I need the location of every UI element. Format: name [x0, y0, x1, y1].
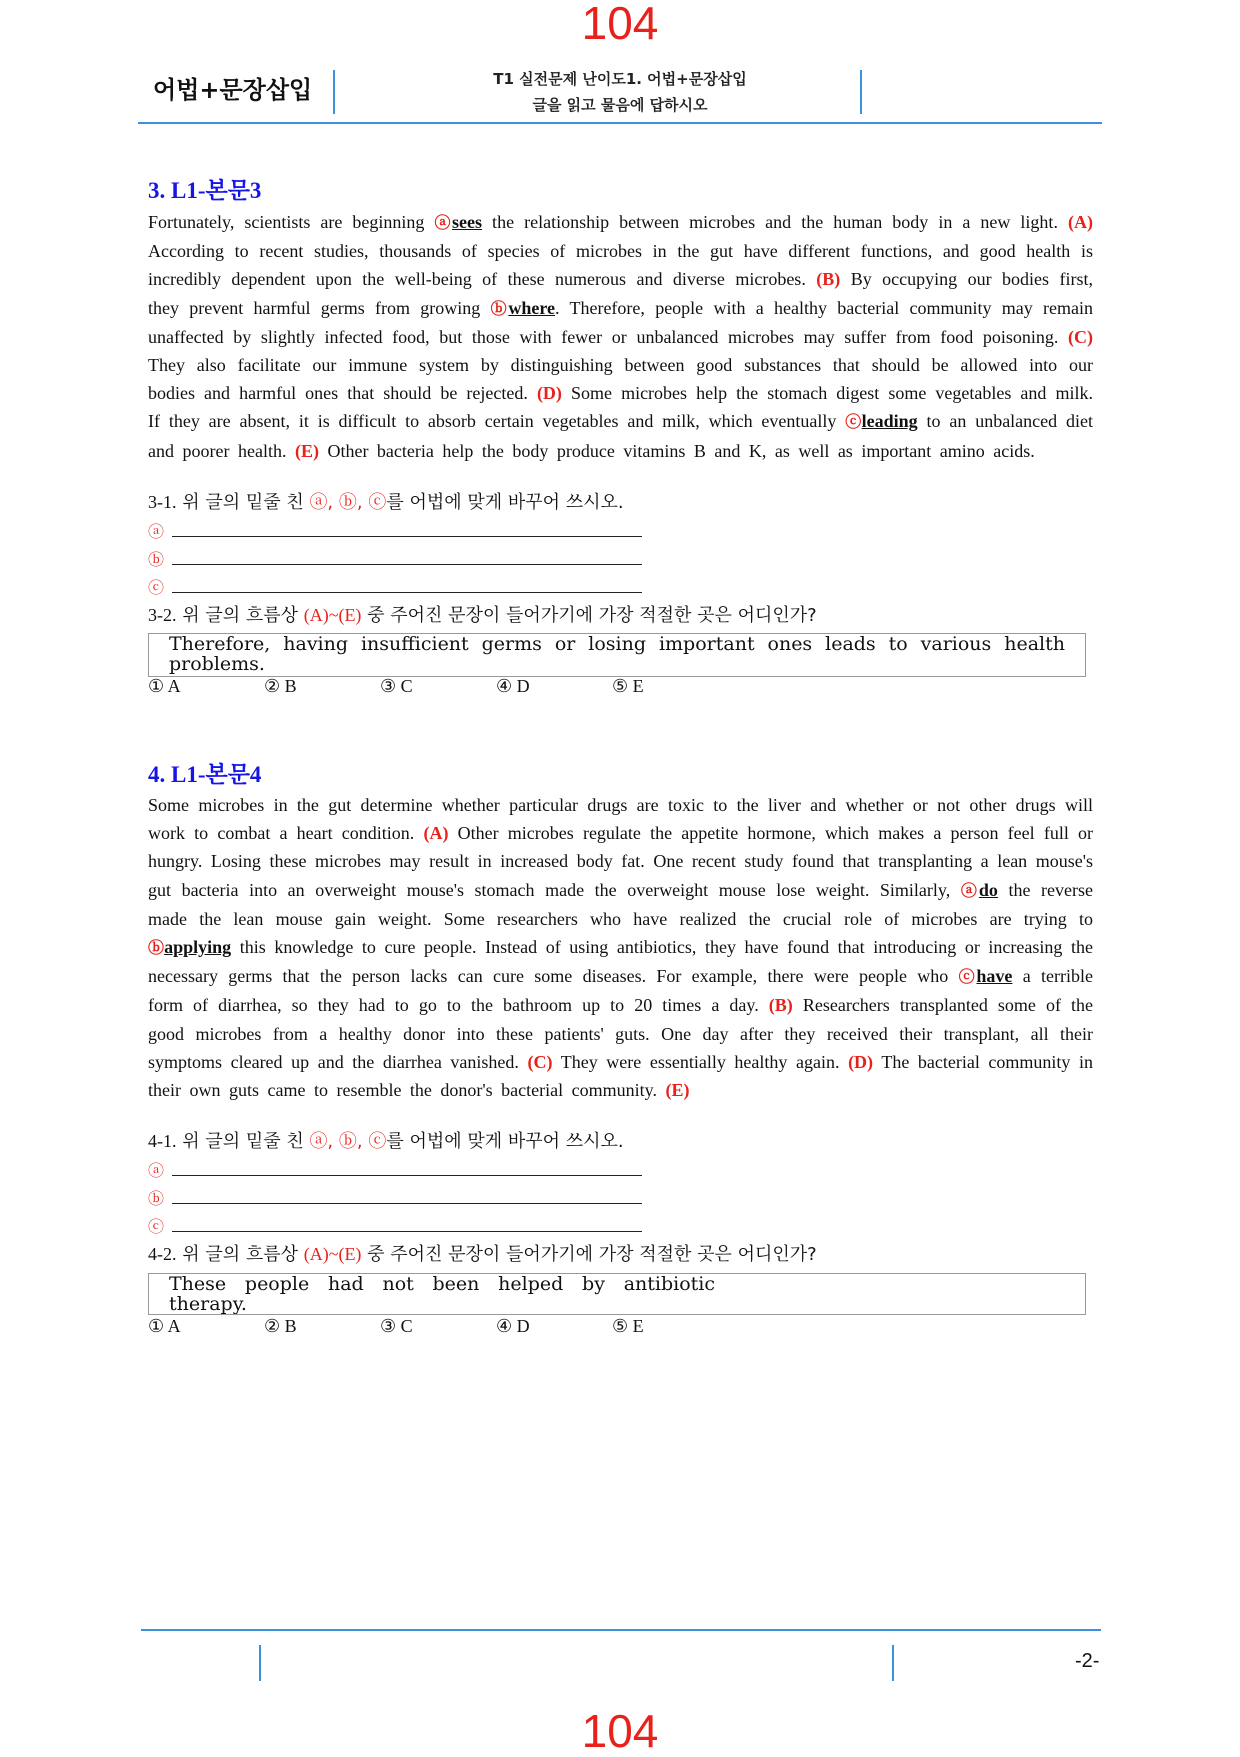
section-3-title: 3. L1-본문3 — [148, 178, 262, 203]
choice-3-4[interactable]: ④ D — [496, 676, 530, 696]
question-4-2: 4-2. 위 글의 흐름상 (A)~(E) 중 주어진 문장이 들어가기에 가장 적절한 곳은 어디인가? — [148, 1244, 817, 1265]
marker-b: ⓑ — [490, 298, 509, 318]
underlined-word-b: where — [508, 297, 556, 318]
insert-mark-C: (C) — [1068, 326, 1093, 347]
underlined-word-b: applying — [164, 937, 232, 958]
answer-blank-3c[interactable]: ⓒ — [148, 575, 642, 600]
question-4-1: 4-1. 위 글의 밑줄 친 ⓐ, ⓑ, ⓒ를 어법에 맞게 바꾸어 쓰시오. — [148, 1131, 624, 1152]
insert-mark-B: (B) — [768, 995, 793, 1016]
underlined-word-c: have — [976, 966, 1013, 987]
given-sentence-box-3: Therefore, having insufficient germs or losing important ones leads to various health problems. — [148, 633, 1086, 677]
underlined-word-a: sees — [452, 212, 483, 232]
insert-mark-E: (E) — [294, 440, 319, 461]
insert-mark-B: (B) — [816, 269, 841, 290]
marker-a: ⓐ — [960, 880, 979, 900]
given-sentence-box-4: These people had not been helped by antibiotic therapy. — [148, 1273, 1086, 1315]
choice-4-1[interactable]: ① A — [148, 1316, 181, 1336]
page-number-bottom: 104 — [581, 1705, 659, 1757]
header-subtitle-line1: T1 실전문제 난이도1. 어법+문장삽입 — [493, 70, 747, 88]
answer-blank-4c[interactable]: ⓒ — [148, 1214, 642, 1239]
insert-mark-D: (D) — [536, 383, 562, 404]
choice-3-2[interactable]: ② B — [264, 676, 297, 696]
header-subtitle-line2: 글을 읽고 물음에 답하시오 — [532, 96, 708, 114]
answer-blank-3b[interactable]: ⓑ — [148, 547, 642, 572]
insert-mark-E: (E) — [665, 1080, 690, 1101]
footer-page-label: -2- — [1075, 1650, 1100, 1672]
choice-3-3[interactable]: ③ C — [380, 676, 413, 696]
choice-3-1[interactable]: ① A — [148, 676, 181, 696]
marker-b: ⓑ — [148, 938, 165, 958]
header-rule — [138, 122, 1102, 124]
marker-c: ⓒ — [958, 967, 977, 987]
section-4-title: 4. L1-본문4 — [148, 762, 262, 787]
answer-blank-3a[interactable]: ⓐ — [148, 519, 642, 544]
choices-4 — [148, 1315, 728, 1337]
footer-divider-left — [259, 1645, 261, 1681]
marker-a: ⓐ — [434, 213, 453, 232]
answer-blank-4a[interactable]: ⓐ — [148, 1158, 642, 1183]
insert-mark-A: (A) — [423, 823, 449, 844]
marker-c: ⓒ — [845, 412, 862, 432]
underlined-word-a: do — [978, 879, 998, 900]
question-3-1: 3-1. 위 글의 밑줄 친 ⓐ, ⓑ, ⓒ를 어법에 맞게 바꾸어 쓰시오. — [148, 492, 624, 513]
header-title: 어법+문장삽입 — [153, 76, 313, 104]
insert-mark-C: (C) — [527, 1051, 553, 1072]
choice-3-5[interactable]: ⑤ E — [612, 676, 644, 696]
insert-mark-A: (A) — [1067, 212, 1093, 232]
choice-4-4[interactable]: ④ D — [496, 1316, 530, 1336]
choices-3 — [148, 675, 728, 697]
insert-mark-D: (D) — [848, 1051, 874, 1072]
answer-blank-4b[interactable]: ⓑ — [148, 1186, 642, 1211]
question-3-2: 3-2. 위 글의 흐름상 (A)~(E) 중 주어진 문장이 들어가기에 가장 적절한 곳은 어디인가? — [148, 605, 817, 626]
choice-4-2[interactable]: ② B — [264, 1316, 297, 1336]
choice-4-3[interactable]: ③ C — [380, 1316, 413, 1336]
underlined-word-c: leading — [861, 411, 918, 432]
section-3-passage: Fortunately, scientists are beginning ⓐsees the relationship between microbes and the human body in a new light. (A) According to recent studies, thousands of species of microbes in the gut have different functions, and good health is incredibly dependent upon the well-being of these numerous and diverse microbes. (B) By occupying our bodies first, they prevent harmful germs from growing ⓑwhere. Therefore, people with a healthy bacterial community may remain unaffected by slightly infected food, but those with fewer or unbalanced microbes may suffer from food poisoning. (C) They also facilitate our immune system by distinguishing between good substances that should be allowed into our bodies and harmful ones that should be rejected. (D) Some microbes help the stomach digest some vegetables and milk. If they are absent, it is difficult to absorb certain vegetables and milk, which eventually ⓒleading to an unbalanced diet and poorer health. (E) Other bacteria help the body produce vitamins B and K, as well as important amino acids. — [148, 212, 1093, 461]
section-4-passage: Some microbes in the gut determine whether particular drugs are toxic to the liver and whether or not other drugs will work to combat a heart condition. (A) Other microbes regulate the appetite hormone, which makes a person feel full or hungry. Losing these microbes may result in increased body fat. One recent study found that transplanting a lean mouse's gut bacteria into an overweight mouse's stomach made the overweight mouse lose weight. Similarly, ⓐdo the reverse made the lean mouse gain weight. Some researchers who have realized the crucial role of microbes are trying to ⓑapplying this knowledge to cure people. Instead of using antibiotics, they have found that introducing or increasing the necessary germs that the person lacks can cure some diseases. For example, there were people who ⓒhave a terrible form of diarrhea, so they had to go to the bathroom up to 20 times a day. (B) Researchers transplanted some of the good microbes from a healthy donor into these patients' guts. One day after they received their transplant, all their symptoms cleared up and the diarrhea vanished. (C) They were essentially healthy again. (D) The bacterial community in their own guts came to resemble the donor's bacterial community. (E) — [148, 795, 1094, 1101]
header-divider-right — [860, 70, 862, 114]
footer-divider-right — [892, 1645, 894, 1681]
choice-4-5[interactable]: ⑤ E — [612, 1316, 644, 1336]
page-number-top: 104 — [581, 0, 659, 49]
header-divider-left — [333, 70, 335, 114]
footer-rule — [141, 1629, 1101, 1631]
